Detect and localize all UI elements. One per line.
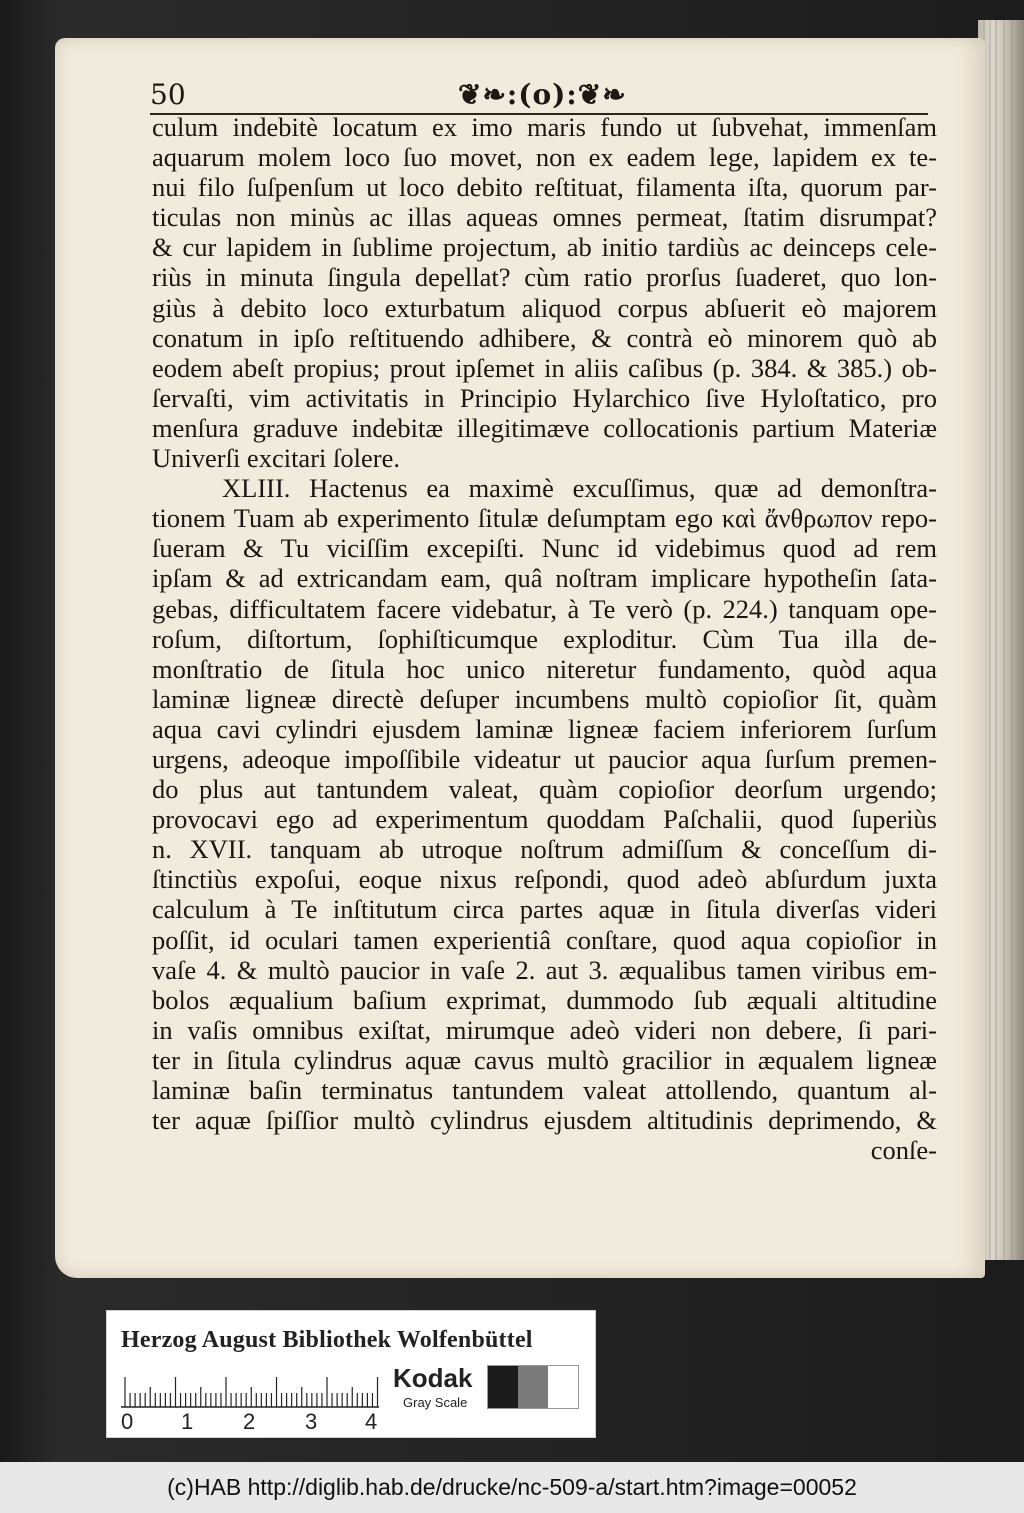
text-line: ter in ſitula cylindrus aquæ cavus multò gracilior in æqualem ligneæ [152,1044,937,1075]
catchword: conſe- [870,1135,937,1166]
text-line: roſum, diſtortum, ſophiſticumque exploditur. Cùm Tua illa de- [152,623,937,654]
text-line: menſura graduve indebitæ illegitimæve collocationis partium Materiæ [152,412,937,443]
swatch-gray [518,1366,548,1408]
text-line: laminæ ligneæ directè deſuper incumbens multò copioſior ſit, quàm [152,683,937,714]
ruler-numbers [121,1409,391,1433]
header-ornament: ❦❧:(o):❦❧ [458,78,627,111]
text-line: ſueram & Tu viciſſim excepiſti. Nunc id videbimus quod ad rem [152,533,937,564]
text-line: conatum in ipſo reſtituendo adhibere, & contrà eò minorem quò ab [152,322,937,353]
ruler-number: 2 [243,1409,256,1434]
text-line: ſtinctiùs expoſui, eoque nixus reſpondi, quod adeò abſurdum juxta [152,864,937,895]
text-line: eodem abeſt propius; prout ipſemet in aliis caſibus (p. 384. & 385.) ob- [152,352,937,383]
text-line: ſervaſti, vim activitatis in Principio Hylarchico ſive Hyloſtatico, pro [152,382,937,413]
library-name: Herzog August Bibliothek Wolfenbüttel [121,1327,533,1353]
text-line: provocavi ego ad experimentum quoddam Paſchalii, quod ſuperiùs [152,804,937,835]
footer-caption: (c)HAB http://diglib.hab.de/drucke/nc-509-a/start.htm?image=00052 [0,1462,1024,1513]
text-line: ter aquæ ſpiſſior multò cylindrus ejusdem altitudinis deprimendo, & [152,1105,937,1136]
ruler-number: 3 [305,1409,318,1434]
calibration-strip [106,1310,596,1438]
text-line: ipſam & ad extricandam eam, quâ noſtram implicare hypotheſin ſata- [152,563,937,594]
gray-swatches [487,1365,579,1409]
text-line: n. XVII. tanquam ab utroque noſtrum admiſſum & conceſſum di- [152,834,937,865]
text-line: Univerſi excitari ſolere. [152,443,400,474]
text-line: in vaſis omnibus exiſtat, mirumque adeò videri non debere, ſi pari- [152,1014,937,1045]
text-line: riùs in minuta ſingula depellat? cùm ratio prorſus ſuaderet, quo lon- [152,262,937,293]
swatch-black [488,1366,518,1408]
text-line: tionem Tuam ab experimento ſitulæ deſumptam ego καὶ ἄνθρωπον repo- [152,503,937,534]
text-line: do plus aut tantundem valeat, quàm copioſior deorſum urgendo; [152,774,937,805]
text-line: gebas, difficultatem facere videbatur, à Te verò (p. 224.) tanquam ope- [152,593,937,624]
page-number: 50 [150,78,186,111]
text-line: culum indebitè locatum ex imo maris fundo ut ſubvehat, immenſam [152,112,937,142]
text-line: vaſe 4. & multò paucior in vaſe 2. aut 3. æqualibus tamen viribus em- [152,954,937,985]
body-text [152,112,937,1165]
text-line: urgens, adeoque impoſſibile videatur ut paucior aqua ſurſum premen- [152,743,937,774]
text-line: poſſit, id oculari tamen experientiâ conſtare, quod aqua copioſior in [152,924,937,955]
text-line: laminæ baſin terminatus tantundem valeat attollendo, quantum al- [152,1075,937,1105]
text-line: ticulas non minùs ac illas aqueas omnes permeat, ſtatim disrumpat? [152,202,937,233]
kodak-logo: Kodak [393,1363,473,1393]
text-line: calculum à Te inſtitutum circa partes aquæ in ſitula diverſas videri [152,894,937,925]
text-line: bolos æqualium baſium exprimat, dummodo ſub æquali altitudine [152,984,937,1015]
swatch-white [548,1366,578,1408]
ruler-number: 0 [121,1409,134,1434]
text-line: monſtratio de ſitula hoc unico niteretur fundamento, quòd aqua [152,653,937,684]
ruler-scale [121,1367,381,1409]
text-line: giùs à debito loco exturbatum aliquod corpus abſuerit eò majorem [152,292,937,323]
text-line: & cur lapidem in ſublime projectum, ab initio tardiùs ac deinceps cele- [152,232,937,263]
ruler-number: 1 [181,1409,194,1434]
text-line: aquarum molem loco ſuo movet, non ex eadem lege, lapidem ex te- [152,142,937,173]
text-line: aqua cavi cylindri ejusdem laminæ ligneæ faciem inferiorem ſurſum [152,713,937,744]
gray-scale-label: Gray Scale [403,1395,468,1410]
text-line: nui filo ſuſpenſum ut loco debito reſtituat, filamenta iſta, quorum par- [152,172,937,203]
section-heading-line: XLIII. Hactenus ea maximè excuſſimus, quæ ad demonſtra- [222,473,937,504]
ruler-number: 4 [365,1409,378,1434]
